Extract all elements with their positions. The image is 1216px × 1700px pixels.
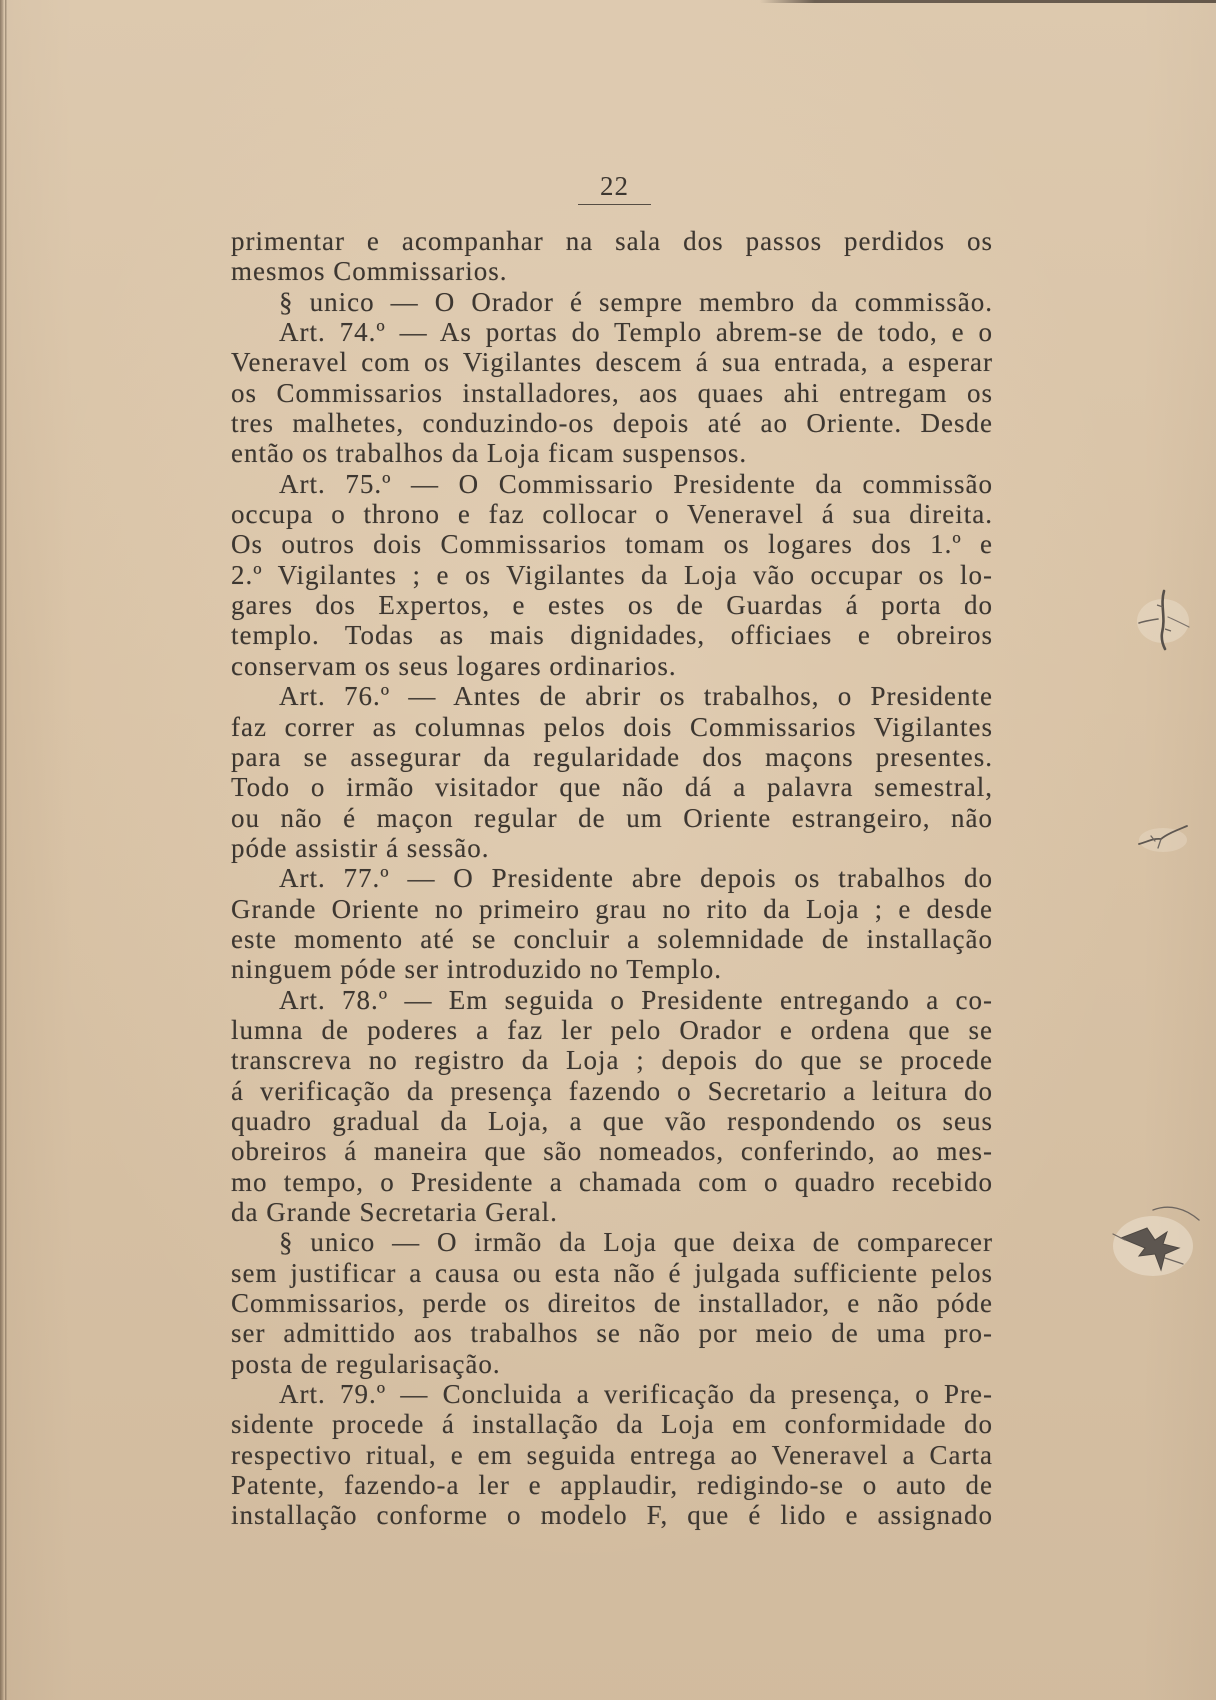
page-number: 22 — [600, 171, 629, 201]
line-text: ser admittido aos trabalhos se não por meio de uma pro- — [231, 1318, 993, 1349]
margin-stain — [1127, 585, 1197, 651]
line-text: Grande Oriente no primeiro grau no rito da Loja ; e desde — [231, 893, 993, 924]
text-line — [231, 347, 993, 377]
line-text: tres malhetes, conduzindo-os depois até ao Oriente. Desde — [231, 408, 993, 439]
paragraph — [231, 985, 993, 1228]
text-line — [231, 1288, 993, 1318]
line-text: então os trabalhos da Loja ficam suspensos. — [231, 438, 748, 469]
text-line — [231, 1318, 993, 1348]
line-text: occupa o throno e faz collocar o Veneravel á sua direita. — [231, 499, 993, 530]
line-text: templo. Todas as mais dignidades, officiaes e obreiros — [231, 620, 993, 651]
line-text: gares dos Expertos, e estes os de Guardas á porta do — [231, 590, 993, 621]
text-line — [231, 712, 993, 742]
line-text: Art. 78.º — Em seguida o Presidente entregando a co- — [279, 984, 993, 1015]
line-text: ou não é maçon regular de um Oriente estrangeiro, não — [231, 802, 993, 833]
line-text: quadro gradual da Loja, a que vão respondendo os seus — [231, 1105, 993, 1136]
text-line — [231, 681, 993, 711]
text-line — [231, 924, 993, 954]
text-line — [231, 287, 993, 317]
text-line — [231, 1167, 993, 1197]
text-line — [231, 651, 993, 681]
line-text: Art. 77.º — O Presidente abre depois os trabalhos do — [279, 863, 993, 894]
text-line — [231, 1015, 993, 1045]
text-line — [231, 529, 993, 559]
line-text: Veneravel com os Vigilantes descem á sua entrada, a esperar — [231, 347, 993, 378]
page-header — [578, 173, 651, 205]
paragraph — [231, 681, 993, 863]
text-line — [231, 1409, 993, 1439]
line-text: á verificação da presença fazendo o Secretario a leitura do — [231, 1075, 993, 1106]
text-line — [231, 1258, 993, 1288]
text-line — [231, 1379, 993, 1409]
text-line — [231, 620, 993, 650]
text-line — [231, 863, 993, 893]
text-line — [231, 894, 993, 924]
line-text: posta de regularisação. — [231, 1348, 501, 1379]
line-text: Art. 75.º — O Commissario Presidente da commissão — [279, 468, 993, 499]
line-text: Art. 76.º — Antes de abrir os trabalhos, o Presidente — [279, 681, 993, 712]
line-text: respectivo ritual, e em seguida entrega ao Veneravel a Carta — [231, 1439, 993, 1470]
line-text: Commissarios, perde os direitos de installador, e não póde — [231, 1288, 993, 1319]
paragraph — [231, 1227, 993, 1379]
line-text: obreiros á maneira que são nomeados, conferindo, ao mes- — [231, 1136, 993, 1167]
line-text: da Grande Secretaria Geral. — [231, 1197, 558, 1227]
paragraph — [231, 226, 993, 287]
text-line — [231, 590, 993, 620]
line-text: conservam os seus logares ordinarios. — [231, 650, 677, 681]
text-line — [231, 1197, 993, 1227]
text-line — [231, 226, 993, 256]
text-line — [231, 1227, 993, 1257]
text-line — [231, 772, 993, 802]
paragraph — [231, 469, 993, 681]
text-line — [231, 1045, 993, 1075]
line-text: para se assegurar da regularidade dos maçons presentes. — [231, 741, 993, 772]
line-text: mo tempo, o Presidente a chamada com o quadro recebido — [231, 1166, 993, 1197]
text-line — [231, 1470, 993, 1500]
text-line — [231, 1440, 993, 1470]
text-line — [231, 560, 993, 590]
page-edge-left — [0, 0, 10, 1700]
text-line — [231, 1349, 993, 1379]
text-line — [231, 1136, 993, 1166]
line-text: os Commissarios installadores, aos quaes ahi entregam os — [231, 377, 993, 408]
line-text: § unico — O irmão da Loja que deixa de comparecer — [279, 1227, 993, 1258]
line-text: faz correr as columnas pelos dois Commissarios Vigilantes — [231, 711, 993, 742]
text-line — [231, 499, 993, 529]
margin-stain — [1133, 818, 1193, 858]
text-line — [231, 1500, 993, 1530]
text-line — [231, 408, 993, 438]
line-text: § unico — O Orador é sempre membro da commissão. — [279, 286, 993, 317]
line-text: póde assistir á sessão. — [231, 832, 490, 863]
line-text: sem justificar a causa ou esta não é julgada sufficiente pelos — [231, 1257, 993, 1288]
text-line — [231, 954, 993, 984]
text-line — [231, 378, 993, 408]
text-line — [231, 833, 993, 863]
line-text: mesmos Commissarios. — [231, 256, 508, 287]
paragraph — [231, 317, 993, 469]
text-line — [231, 469, 993, 499]
line-text: Patente, fazendo-a ler e applaudir, redigindo-se o auto de — [231, 1470, 993, 1501]
line-text: primentar e acompanhar na sala dos passos perdidos os — [231, 226, 993, 256]
text-column — [231, 226, 993, 1531]
paragraph — [231, 287, 993, 317]
text-line — [231, 985, 993, 1015]
text-line — [231, 438, 993, 468]
margin-stain — [1095, 1198, 1205, 1283]
line-text: Todo o irmão visitador que não dá a palavra semestral, — [231, 772, 993, 803]
text-line — [231, 803, 993, 833]
line-text: transcreva no registro da Loja ; depois do que se procede — [231, 1045, 993, 1076]
line-text: Os outros dois Commissarios tomam os logares dos 1.º e — [231, 529, 993, 560]
text-line — [231, 1106, 993, 1136]
line-text: Art. 74.º — As portas do Templo abrem-se de todo, e o — [279, 317, 993, 348]
text-line — [231, 1076, 993, 1106]
text-line — [231, 742, 993, 772]
paragraph — [231, 863, 993, 984]
line-text: este momento até se concluir a solemnidade de installação — [231, 923, 993, 954]
line-text: ninguem póde ser introduzido no Templo. — [231, 954, 723, 985]
text-line — [231, 256, 993, 286]
line-text: sidente procede á installação da Loja em conformidade do — [231, 1409, 993, 1440]
paragraph — [231, 1379, 993, 1531]
line-text: Art. 79.º — Concluida a verificação da presença, o Pre- — [279, 1379, 993, 1410]
page-edge-top — [760, 0, 1216, 3]
text-line — [231, 317, 993, 347]
line-text: lumna de poderes a faz ler pelo Orador e ordena que se — [231, 1014, 993, 1045]
line-text: 2.º Vigilantes ; e os Vigilantes da Loja vão occupar os lo- — [231, 559, 993, 590]
line-text: installação conforme o modelo F, que é lido e assignado — [231, 1500, 993, 1531]
